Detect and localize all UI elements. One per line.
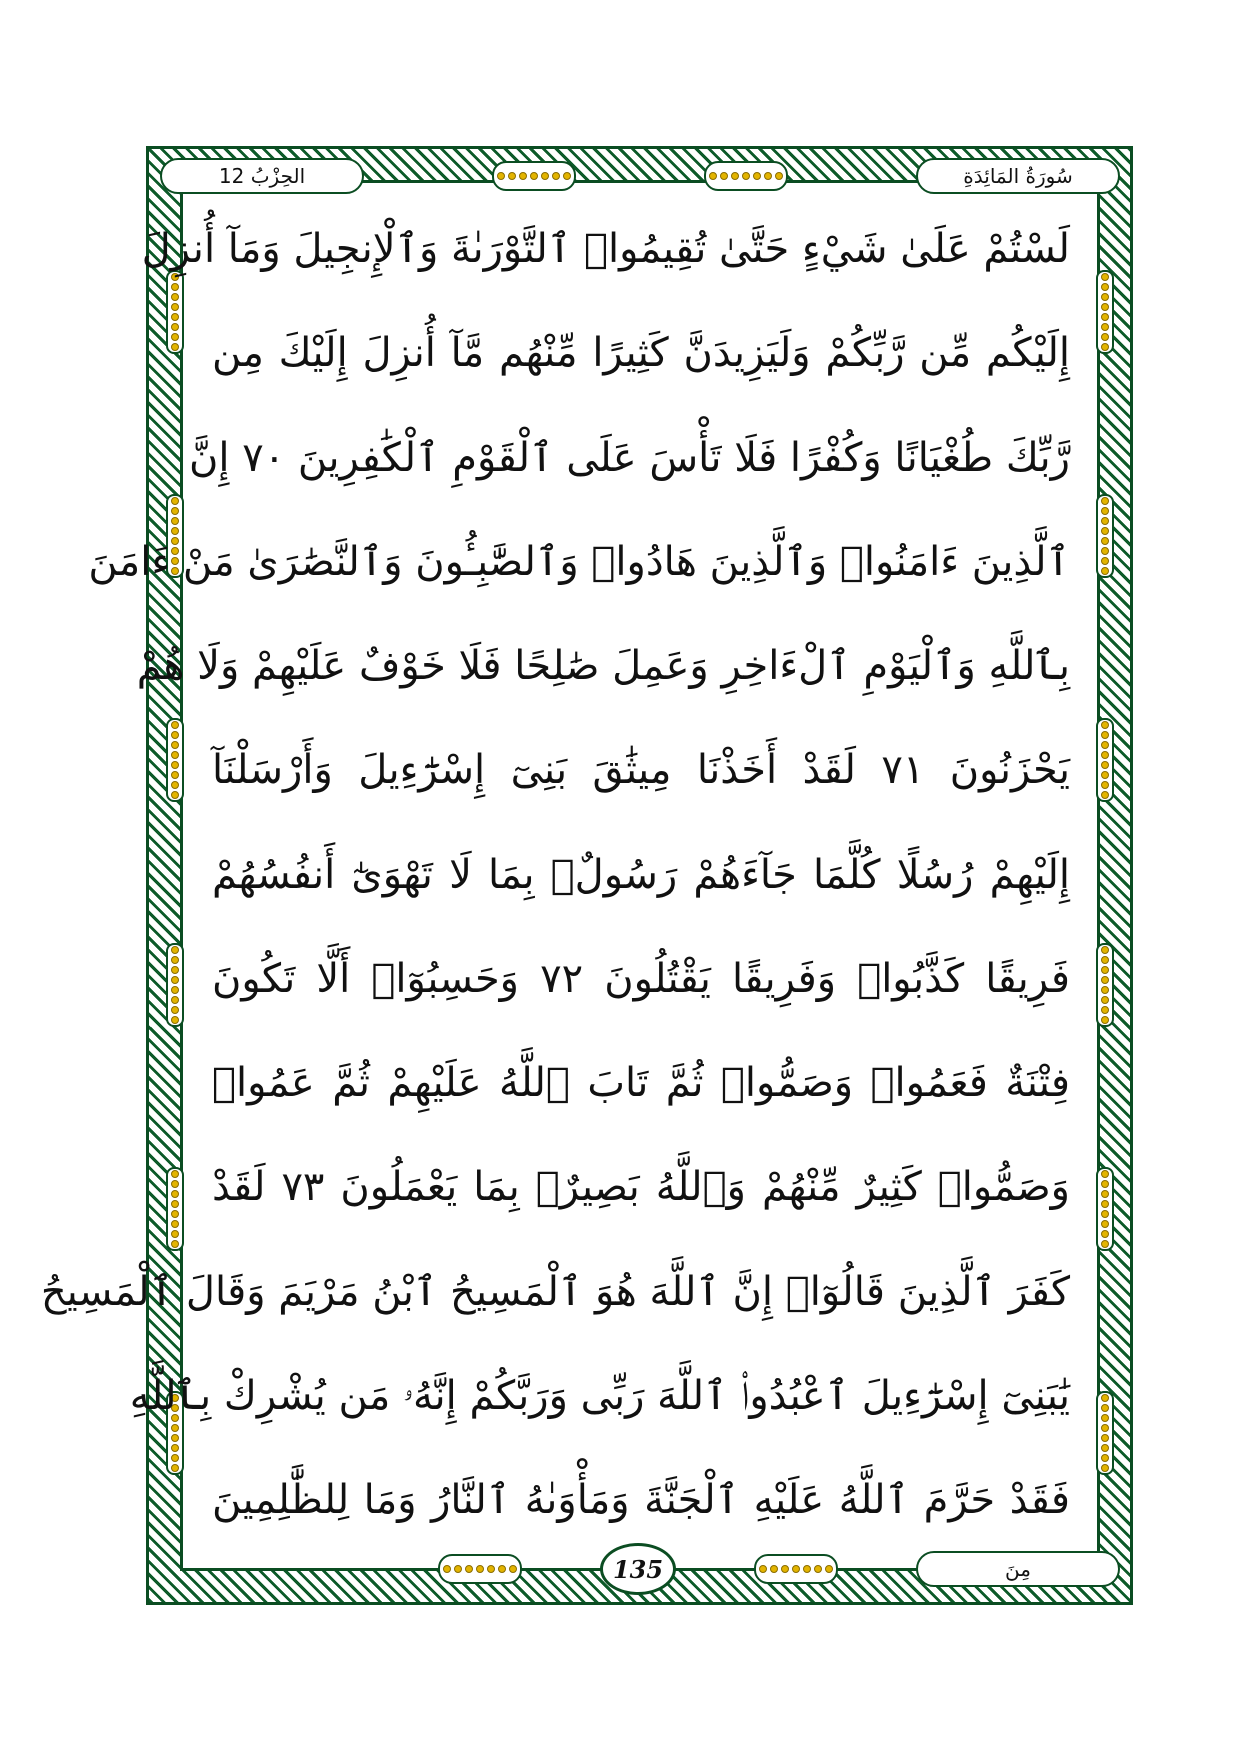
- text-line-7: إِلَيْهِمْ رُسُلًا كُلَّمَا جَآءَهُمْ رَسُولٌۢ بِمَا لَا تَهْوَىٰٓ أَنفُسُهُمْ: [212, 851, 1070, 898]
- text-line-12: يَٰبَنِىٓ إِسْرَٰٓءِيلَ ٱعْبُدُوا۟ ٱللَّهَ رَبِّى وَرَبَّكُمْ إِنَّهُۥ مَن يُشْرِكْ بِٱللَّهِ: [129, 1372, 1070, 1419]
- text-line-11: كَفَرَ ٱلَّذِينَ قَالُوٓا۟ إِنَّ ٱللَّهَ هُوَ ٱلْمَسِيحُ ٱبْنُ مَرْيَمَ وَقَالَ ٱلْمَسِيحُ: [40, 1268, 1070, 1315]
- quran-text: [40, 205, 1070, 1545]
- text-line-6: يَحْزَنُونَ ٧١ لَقَدْ أَخَذْنَا مِيثَٰقَ بَنِىٓ إِسْرَٰٓءِيلَ وَأَرْسَلْنَآ: [212, 747, 1070, 794]
- header-ornament-right: [704, 161, 788, 191]
- text-line-3: رَّبِّكَ طُغْيَانًا وَكُفْرًا فَلَا تَأْسَ عَلَى ٱلْقَوْمِ ٱلْكَٰفِرِينَ ٧٠ إِنَّ: [188, 434, 1070, 481]
- page-header: [160, 157, 1120, 195]
- header-ornament-left: [492, 161, 576, 191]
- page-number: 135: [600, 1543, 676, 1595]
- footer-ornament-left: [438, 1554, 522, 1584]
- text-line-5: بِٱللَّهِ وَٱلْيَوْمِ ٱلْءَاخِرِ وَعَمِلَ صَٰلِحًا فَلَا خَوْفٌ عَلَيْهِمْ وَلَا هُمْ: [136, 643, 1070, 689]
- text-line-2: إِلَيْكُم مِّن رَّبِّكُمْ وَلَيَزِيدَنَّ كَثِيرًا مِّنْهُم مَّآ أُنزِلَ إِلَيْكَ مِن: [212, 330, 1070, 377]
- surah-name: سُورَةُ المَائِدَةِ: [916, 158, 1120, 194]
- text-line-1: لَسْتُمْ عَلَىٰ شَيْءٍ حَتَّىٰ تُقِيمُوا۟ ٱلتَّوْرَىٰةَ وَٱلْإِنجِيلَ وَمَآ أُنزِلَ: [141, 226, 1070, 272]
- catchword: مِنَ: [916, 1551, 1120, 1587]
- right-ornament-column: [1090, 200, 1120, 1545]
- footer-ornament-right: [754, 1554, 838, 1584]
- left-ornament-column: [160, 200, 190, 1545]
- text-line-4: ٱلَّذِينَ ءَامَنُوا۟ وَٱلَّذِينَ هَادُوا۟ وَٱلصَّٰبِـُٔونَ وَٱلنَّصَٰرَىٰ مَنْ ءَامَنَ: [88, 538, 1070, 585]
- hizb-label: الحِزْبُ 12: [160, 158, 364, 194]
- page-footer: [160, 1550, 1120, 1588]
- text-line-10: وَصَمُّوا۟ كَثِيرٌ مِّنْهُمْ وَٱللَّهُ بَصِيرٌۢ بِمَا يَعْمَلُونَ ٧٣ لَقَدْ: [212, 1164, 1070, 1211]
- text-line-13: فَقَدْ حَرَّمَ ٱللَّهُ عَلَيْهِ ٱلْجَنَّةَ وَمَأْوَىٰهُ ٱلنَّارُ وَمَا لِلظَّٰلِمِينَ: [212, 1477, 1070, 1523]
- text-line-9: فِتْنَةٌ فَعَمُوا۟ وَصَمُّوا۟ ثُمَّ تَابَ ٱللَّهُ عَلَيْهِمْ ثُمَّ عَمُوا۟: [212, 1060, 1070, 1106]
- text-line-8: فَرِيقًا كَذَّبُوا۟ وَفَرِيقًا يَقْتُلُونَ ٧٢ وَحَسِبُوٓا۟ أَلَّا تَكُونَ: [212, 955, 1070, 1002]
